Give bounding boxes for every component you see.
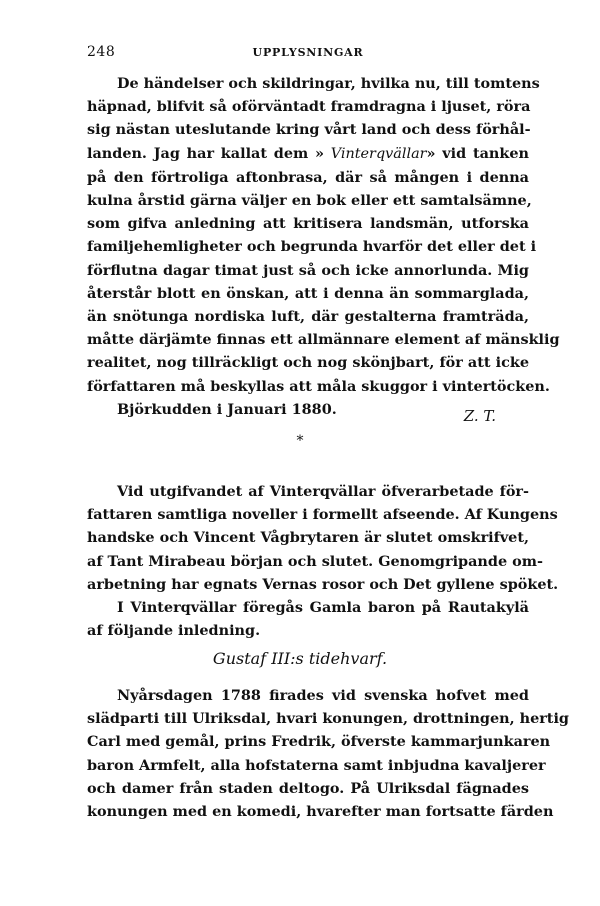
text-line: familjehemligheter och begrunda hvarför det eller det i [87,238,537,256]
text-line: handske och Vincent Vågbrytaren är slutet omskrifvet, [87,529,529,547]
dateline: Björkudden i Januari 1880. [117,400,337,418]
text-segment: landen. Jag har kallat dem [87,144,309,162]
chapter-paragraph [87,684,569,823]
page-header [87,44,529,64]
text-line: och damer från staden deltogo. På Ulriksdal fägnades [87,779,529,797]
page-number: 248 [87,44,116,60]
text-line: De händelser och skildringar, hvilka nu, till tomtens [117,75,540,92]
text-line: af Tant Mirabeau början och slutet. Genomgripande om- [87,552,543,570]
text-line: häpnad, blifvit så oförväntadt framdragna i ljuset, röra [87,98,531,116]
book-title: Vinterqvällar [330,145,427,162]
text-line: på den förtroliga aftonbrasa, där så mången i denna [87,168,529,186]
text-line: som gifva anledning att kritisera landsmän, utforska [87,215,529,233]
text-line-with-title [87,142,529,166]
text-line: sig nästan uteslutande kring vårt land och dess förhål- [87,121,531,139]
notes-paragraph [87,480,559,642]
text-line: författaren må beskyllas att måla skuggor i vintertöcken. [87,377,550,395]
intro-paragraph [87,72,560,421]
text-line: I Vinterqvällar föregås Gamla baron på Rautakylä [117,599,529,617]
section-separator: * [296,433,304,449]
running-head: UPPLYSNINGAR [252,46,364,59]
text-line: kulna årstid gärna väljer en bok eller ett samtalsämne, [87,192,532,210]
text-line: Vid utgifvandet af Vinterqvällar öfverarbetade för- [117,483,529,500]
text-line: Nyårsdagen 1788 firades vid svenska hofvet med [117,687,529,704]
text-line: realitet, nog tillräckligt och nog skönjbart, för att icke [87,354,529,372]
quote-mark-open: » [314,144,324,162]
quote-mark-close: » [426,144,436,162]
text-segment: vid tanken [442,144,529,162]
text-line: förflutna dagar timat just så och icke annorlunda. Mig [87,261,529,279]
text-line: arbetning har egnats Vernas rosor och Det gyllene spöket. [87,575,559,593]
text-line: Carl med gemål, prins Fredrik, öfverste kammarjunkaren [87,733,551,751]
text-line: än snötunga nordiska luft, där gestalterna framträda, [87,308,529,326]
text-line: baron Armfelt, alla hofstaterna samt inbjudna kavaljerer [87,756,546,774]
author-signature: Z. T. [463,407,496,425]
section-heading: Gustaf III:s tidehvarf. [212,649,388,668]
text-line: af följande inledning. [87,622,261,640]
text-line: måtte därjämte finnas ett allmännare element af mänsklig [87,331,560,349]
text-line: fattaren samtliga noveller i formellt afseende. Af Kungens [87,506,558,524]
text-line: slädparti till Ulriksdal, hvari konungen, drottningen, hertig [87,710,569,728]
text-line: konungen med en komedi, hvarefter man fortsatte färden [87,803,554,821]
text-line: återstår blott en önskan, att i denna än sommarglada, [87,284,529,302]
